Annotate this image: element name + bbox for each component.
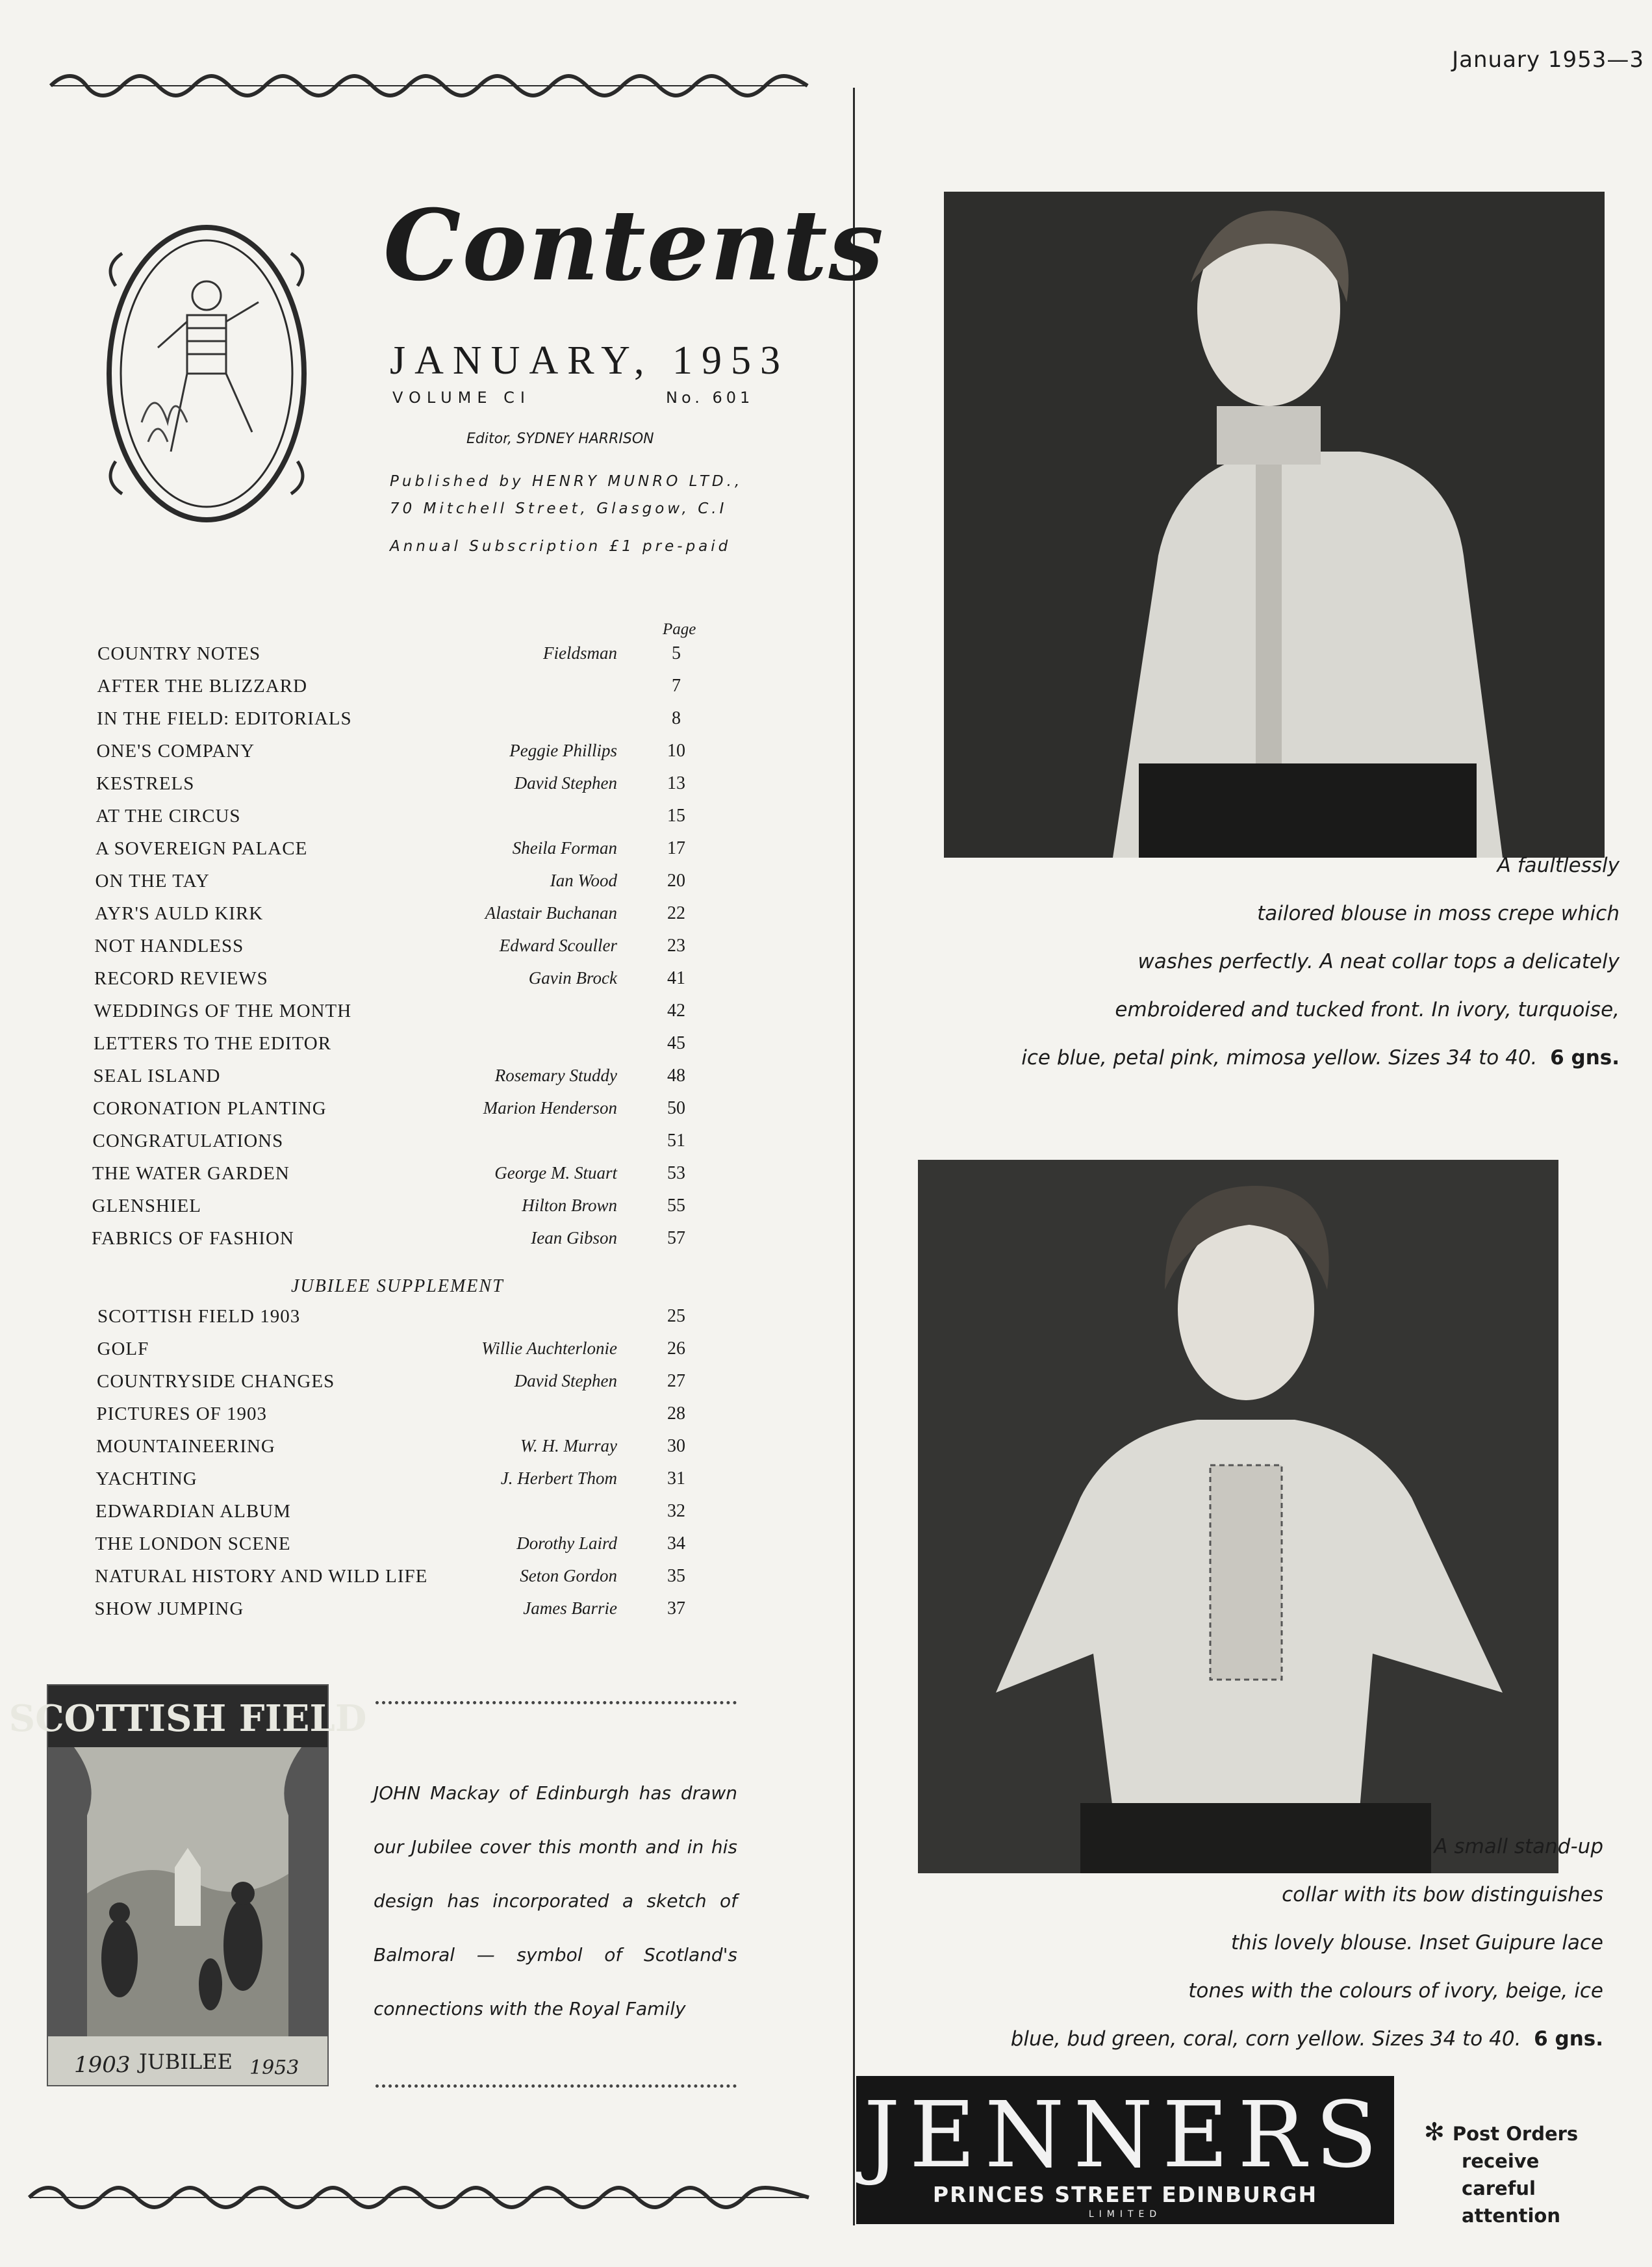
toc-page: 8 — [672, 708, 681, 728]
toc-author: Fieldsman — [543, 643, 617, 663]
toc-title: COUNTRY NOTES — [97, 643, 261, 664]
caption-2-line-1: A small stand-up — [1434, 1835, 1603, 1858]
issue-date: JANUARY, 1953 — [390, 339, 789, 383]
toc-title: AFTER THE BLIZZARD — [97, 676, 308, 697]
caption-2-line-3: this lovely blouse. Inset Guipure lace — [1230, 1931, 1603, 1954]
toc-author: Hilton Brown — [522, 1196, 617, 1215]
toc-title: IN THE FIELD: EDITORIALS — [97, 708, 352, 729]
toc-title: ONE'S COMPANY — [96, 741, 255, 762]
toc-row — [93, 1098, 702, 1124]
editor-credit: Editor, SYDNEY HARRISON — [466, 431, 654, 447]
contents-list — [92, 643, 702, 1261]
toc-page: 15 — [667, 806, 685, 826]
toc-page: 5 — [672, 643, 681, 663]
toc-author: Peggie Phillips — [509, 741, 617, 760]
toc-title: THE WATER GARDEN — [92, 1163, 290, 1184]
toc-row — [94, 968, 702, 994]
toc-title: YACHTING — [95, 1468, 197, 1489]
toc-author: David Stephen — [514, 773, 617, 793]
post-orders-note — [1424, 2118, 1578, 2229]
toc-row — [93, 1066, 702, 1092]
publisher-line-1: Published by HENRY MUNRO LTD., — [390, 473, 743, 490]
toc-title: MOUNTAINEERING — [96, 1436, 275, 1457]
toc-author: Ian Wood — [550, 871, 617, 890]
toc-page: 22 — [667, 903, 685, 923]
price-2: 6 gns. — [1534, 2027, 1603, 2051]
toc-row — [97, 676, 702, 702]
toc-page: 20 — [667, 871, 685, 891]
contents-title: Contents — [383, 188, 885, 303]
toc-page: 57 — [667, 1228, 685, 1248]
supplement-header: JUBILEE SUPPLEMENT — [291, 1276, 504, 1296]
cover-masthead: SCOTTISH FIELD — [8, 1697, 367, 1740]
volume-label: VOLUME CI — [392, 389, 531, 407]
toc-page: 23 — [667, 936, 685, 956]
toc-author: Gavin Brock — [528, 968, 617, 988]
store-suffix: LIMITED — [1088, 2209, 1162, 2220]
toc-title: WEDDINGS OF THE MONTH — [94, 1001, 352, 1021]
toc-title: EDWARDIAN ALBUM — [95, 1501, 291, 1522]
issue-number: No. 601 — [666, 389, 754, 407]
toc-page: 32 — [667, 1501, 685, 1521]
post-orders-line-3: careful — [1462, 2177, 1536, 2199]
post-orders-line-1: Post Orders — [1452, 2123, 1579, 2145]
caption-1-line-5: ice blue, petal pink, mimosa yellow. Sizes 34 to 40. — [1021, 1046, 1538, 1069]
advert-photo-blouse-2 — [918, 1160, 1558, 1873]
toc-page: 41 — [667, 968, 685, 988]
caption-2-line-5: blue, bud green, coral, corn yellow. Sizes 34 to 40. — [1010, 2027, 1521, 2051]
toc-author: Seton Gordon — [520, 1566, 617, 1585]
jenners-logo — [856, 2076, 1394, 2224]
toc-page: 55 — [667, 1196, 685, 1216]
caption-2-line-4: tones with the colours of ivory, beige, ice — [1188, 1979, 1603, 2003]
toc-row — [92, 1131, 702, 1157]
subscription-info: Annual Subscription £1 pre-paid — [390, 538, 731, 555]
toc-title: LETTERS TO THE EDITOR — [94, 1033, 332, 1054]
toc-page: 45 — [667, 1033, 685, 1053]
toc-page: 7 — [672, 676, 681, 696]
toc-row — [97, 838, 702, 864]
toc-page: 31 — [667, 1468, 685, 1489]
advert-photo-blouse-1 — [944, 192, 1605, 858]
dotted-rule-bottom — [375, 2084, 737, 2090]
toc-title: PICTURES OF 1903 — [96, 1403, 268, 1424]
ornamental-border-top — [51, 70, 807, 101]
toc-page: 50 — [667, 1098, 685, 1118]
page-column-header: Page — [663, 621, 696, 638]
toc-row — [94, 1001, 702, 1027]
toc-row — [92, 1163, 702, 1189]
toc-title: CORONATION PLANTING — [93, 1098, 327, 1119]
advert-caption-1 — [1021, 841, 1620, 1082]
toc-title: FABRICS OF FASHION — [92, 1228, 294, 1249]
toc-author: George M. Stuart — [494, 1163, 617, 1183]
toc-row — [97, 643, 702, 669]
toc-row — [97, 903, 702, 929]
toc-title: COUNTRYSIDE CHANGES — [97, 1371, 335, 1392]
price-1: 6 gns. — [1550, 1046, 1620, 1069]
toc-row — [97, 1371, 702, 1397]
page-number: January 1953—3 — [1452, 47, 1644, 73]
supplement-list — [94, 1306, 702, 1637]
toc-author: Iean Gibson — [531, 1228, 617, 1248]
toc-title: NATURAL HISTORY AND WILD LIFE — [95, 1566, 428, 1587]
toc-author: Willie Auchterlonie — [481, 1338, 617, 1358]
caption-1-line-4: embroidered and tucked front. In ivory, turquoise, — [1115, 998, 1620, 1021]
toc-title: SCOTTISH FIELD 1903 — [97, 1306, 301, 1327]
toc-row — [97, 1306, 702, 1332]
toc-page: 35 — [667, 1566, 685, 1586]
toc-row — [94, 1033, 702, 1059]
toc-author: Sheila Forman — [512, 838, 617, 858]
toc-author: James Barrie — [523, 1598, 617, 1618]
toc-author: David Stephen — [514, 1371, 617, 1390]
toc-title: THE LONDON SCENE — [95, 1533, 291, 1554]
toc-row — [97, 1501, 702, 1527]
toc-row — [97, 806, 702, 832]
toc-author: W. H. Murray — [520, 1436, 617, 1455]
toc-title: A SOVEREIGN PALACE — [95, 838, 308, 859]
column-divider — [853, 88, 855, 2225]
asterisk-icon: ✻ — [1424, 2118, 1445, 2146]
toc-row — [92, 1228, 702, 1254]
toc-row — [97, 1566, 702, 1592]
toc-page: 17 — [667, 838, 685, 858]
toc-page: 42 — [667, 1001, 685, 1021]
cover-thumbnail — [8, 1684, 367, 2086]
toc-title: KESTRELS — [96, 773, 195, 794]
toc-author: J. Herbert Thom — [500, 1468, 617, 1488]
toc-title: SHOW JUMPING — [94, 1598, 244, 1619]
toc-page: 51 — [667, 1131, 685, 1151]
toc-page: 26 — [667, 1338, 685, 1359]
toc-page: 30 — [667, 1436, 685, 1456]
publisher-info — [390, 468, 743, 522]
toc-title: GLENSHIEL — [92, 1196, 201, 1216]
caption-1-line-3: washes perfectly. A neat collar tops a delicately — [1137, 950, 1620, 973]
cover-jubilee: JUBILEE — [139, 2049, 233, 2074]
toc-author: Dorothy Laird — [516, 1533, 617, 1553]
toc-row — [97, 871, 702, 897]
publisher-line-2: 70 Mitchell Street, Glasgow, C.I — [390, 500, 728, 517]
toc-title: SEAL ISLAND — [93, 1066, 221, 1086]
store-name: JENNERS — [863, 2082, 1387, 2188]
toc-page: 53 — [667, 1163, 685, 1183]
toc-page: 13 — [667, 773, 685, 793]
medallion-illustration — [90, 208, 324, 539]
toc-title: AYR'S AULD KIRK — [95, 903, 264, 924]
caption-2-line-2: collar with its bow distinguishes — [1282, 1883, 1603, 1906]
toc-author: Rosemary Studdy — [494, 1066, 617, 1085]
dotted-rule-top — [375, 1701, 737, 1707]
toc-row — [97, 1403, 702, 1429]
toc-row — [97, 708, 702, 734]
toc-page: 10 — [667, 741, 685, 761]
advert-caption-2 — [1011, 1823, 1603, 2063]
post-orders-line-4: attention — [1462, 2205, 1560, 2227]
post-orders-line-2: receive — [1462, 2150, 1540, 2172]
toc-row — [94, 1598, 702, 1624]
toc-author: Marion Henderson — [483, 1098, 617, 1118]
toc-page: 27 — [667, 1371, 685, 1391]
toc-title: ON THE TAY — [95, 871, 210, 891]
toc-title: CONGRATULATIONS — [92, 1131, 284, 1151]
cover-year-1903: 1903 — [74, 2052, 131, 2078]
caption-1-line-1: A faultlessly — [1497, 854, 1620, 877]
toc-author: Edward Scouller — [499, 936, 617, 955]
ornamental-border-bottom — [29, 2182, 809, 2213]
toc-title: AT THE CIRCUS — [95, 806, 241, 826]
toc-author: Alastair Buchanan — [485, 903, 617, 923]
toc-title: GOLF — [97, 1338, 149, 1359]
toc-page: 48 — [667, 1066, 685, 1086]
toc-page: 34 — [667, 1533, 685, 1554]
cover-note: JOHN Mackay of Edinburgh has drawn our Jubilee cover this month and in his design has incorporated a sketch of Balmoral — symbol of Scotland's connections with the Royal Family — [374, 1782, 737, 2019]
toc-page: 28 — [667, 1403, 685, 1424]
caption-1-line-2: tailored blouse in moss crepe which — [1257, 902, 1620, 925]
toc-page: 25 — [667, 1306, 685, 1326]
cover-year-1953: 1953 — [249, 2056, 299, 2079]
toc-row — [97, 1533, 702, 1559]
toc-row — [94, 936, 702, 962]
toc-row — [92, 1196, 702, 1222]
toc-row — [97, 1338, 702, 1364]
toc-title: NOT HANDLESS — [94, 936, 244, 956]
store-address: PRINCES STREET EDINBURGH — [932, 2182, 1318, 2207]
toc-row — [97, 773, 702, 799]
toc-row — [97, 1436, 702, 1462]
toc-page: 37 — [667, 1598, 685, 1619]
toc-title: RECORD REVIEWS — [94, 968, 268, 989]
toc-row — [97, 1468, 702, 1494]
toc-row — [97, 741, 702, 767]
